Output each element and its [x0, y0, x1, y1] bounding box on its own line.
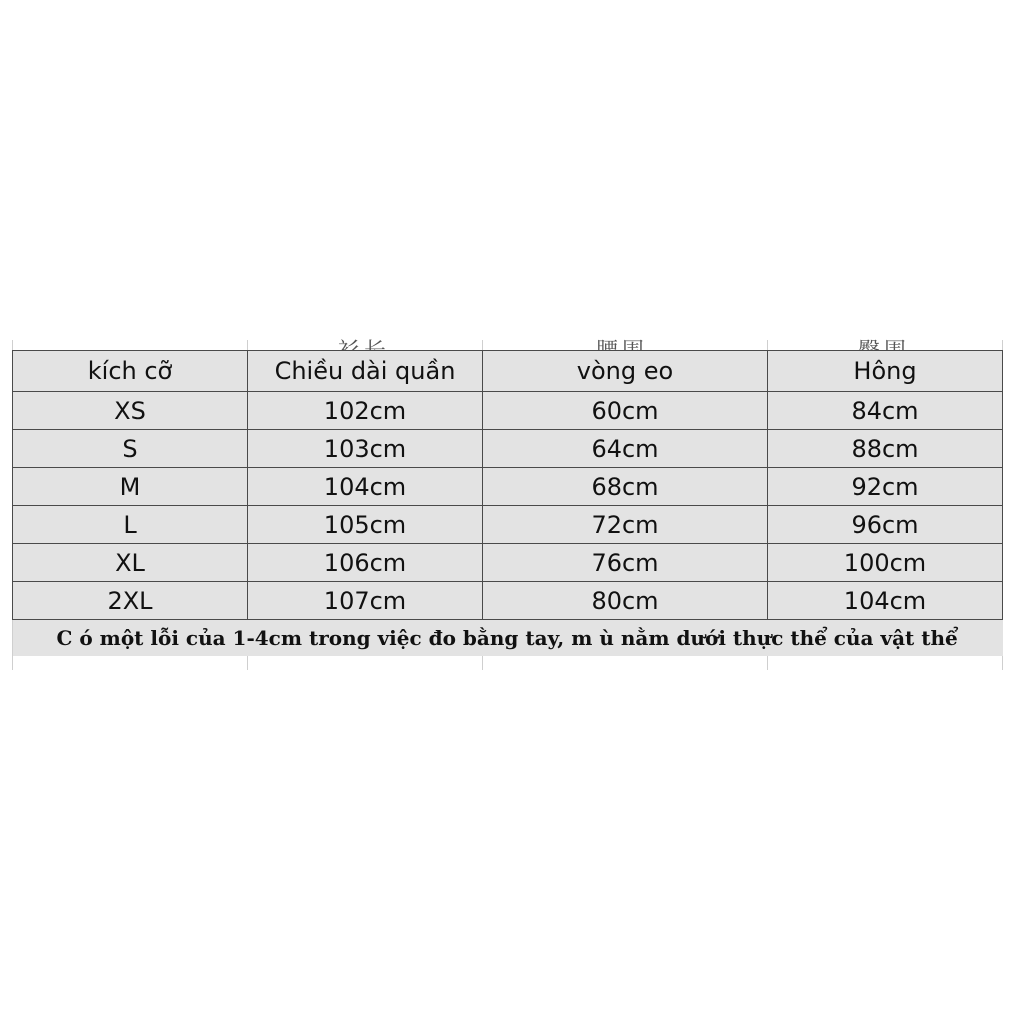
- table-header-row: [13, 351, 1003, 392]
- table-cell[interactable]: 88cm: [768, 430, 1003, 468]
- measurement-note[interactable]: C ó một lỗi của 1-4cm trong việc đo bằng tay, m ù nằm dưới thực thể của vật thể: [13, 620, 1003, 657]
- table-cell[interactable]: XL: [13, 544, 248, 582]
- table-cell[interactable]: 72cm: [483, 506, 768, 544]
- table-row: [13, 392, 1003, 430]
- size-table: [12, 350, 1003, 656]
- table-cell[interactable]: 2XL: [13, 582, 248, 620]
- table-cell[interactable]: 103cm: [248, 430, 483, 468]
- table-row: [13, 468, 1003, 506]
- table-cell[interactable]: XS: [13, 392, 248, 430]
- table-cell[interactable]: 100cm: [768, 544, 1003, 582]
- note-row: [13, 620, 1003, 657]
- clipped-header-row: [0, 326, 1010, 350]
- table-cell[interactable]: 76cm: [483, 544, 768, 582]
- size-chart-sheet: [0, 326, 1010, 670]
- table-cell[interactable]: 84cm: [768, 392, 1003, 430]
- table-cell[interactable]: 104cm: [248, 468, 483, 506]
- table-cell[interactable]: S: [13, 430, 248, 468]
- table-cell[interactable]: 105cm: [248, 506, 483, 544]
- table-row: [13, 544, 1003, 582]
- header-cell-hip[interactable]: Hông: [768, 351, 1003, 392]
- table-cell[interactable]: L: [13, 506, 248, 544]
- table-cell[interactable]: 64cm: [483, 430, 768, 468]
- table-row: [13, 506, 1003, 544]
- table-cell[interactable]: 68cm: [483, 468, 768, 506]
- table-cell[interactable]: 104cm: [768, 582, 1003, 620]
- table-cell[interactable]: 60cm: [483, 392, 768, 430]
- table-row: [13, 430, 1003, 468]
- table-row: [13, 582, 1003, 620]
- table-cell[interactable]: 106cm: [248, 544, 483, 582]
- table-cell[interactable]: 92cm: [768, 468, 1003, 506]
- header-cell-waist[interactable]: vòng eo: [483, 351, 768, 392]
- table-cell[interactable]: 102cm: [248, 392, 483, 430]
- header-cell-size[interactable]: kích cỡ: [13, 351, 248, 392]
- table-cell[interactable]: M: [13, 468, 248, 506]
- table-cell[interactable]: 96cm: [768, 506, 1003, 544]
- table-cell[interactable]: 80cm: [483, 582, 768, 620]
- header-cell-length[interactable]: Chiều dài quần: [248, 351, 483, 392]
- table-cell[interactable]: 107cm: [248, 582, 483, 620]
